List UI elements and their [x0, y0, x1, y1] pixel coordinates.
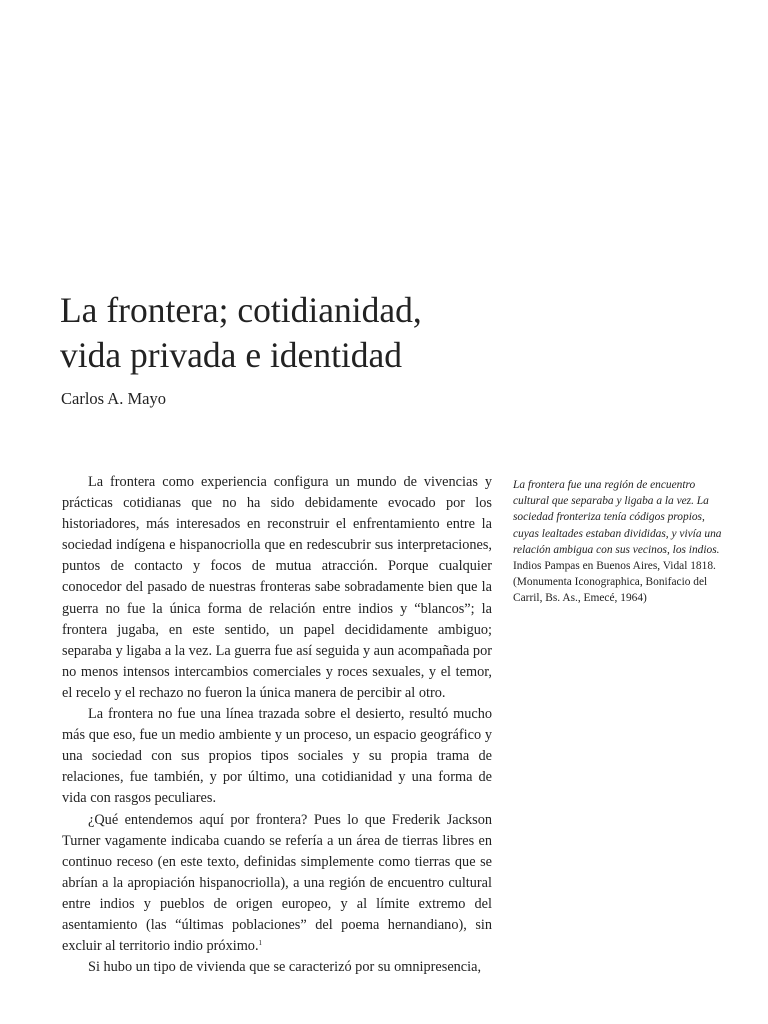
- footnote-marker[interactable]: 1: [258, 939, 263, 948]
- article-title: [60, 288, 520, 378]
- paragraph-1: La frontera como experiencia configura un mundo de vivencias y prácticas cotidianas que no ha sido debidamente evocado por los historiadores, más interesados en reconstruir el enfrentamiento entre la sociedad indígena e hispanocriolla que en redescubrir sus interpretaciones, puntos de contacto y focos de mutua atracción. Porque cualquier conocedor del pasado de nuestras fronteras sabe sobradamente bien que la guerra no fue la única forma de relación entre indios y “blancos”; la frontera jugaba, en este sentido, un papel decididamente ambiguo; separaba y ligaba a la vez. La guerra fue así seguida y aun acompañada por no menos intensos intercambios comerciales y roces sexuales, y el temor, el recelo y el rechazo no fueron la única manera de percibir al otro.: [62, 474, 492, 701]
- sidenote-caption: Indios Pampas en Buenos Aires, Vidal 1818. (Monumenta Iconographica, Bonifacio del Carril, Bs. As., Emecé, 1964): [513, 560, 716, 605]
- article-title-line-2: vida privada e identidad: [60, 335, 403, 375]
- paragraph-3: [62, 810, 492, 958]
- author-name: Carlos A. Mayo: [61, 389, 166, 408]
- paragraph-4: Si hubo un tipo de vivienda que se caracterizó por su omnipresencia,: [88, 959, 482, 976]
- sidenote-quote: La frontera fue una región de encuentro cultural que separaba y ligaba a la vez. La sociedad fronteriza tenía códigos propios, cuyas lealtades estaban divididas, y vivía una relación ambigua con sus vecinos, los indios.: [513, 479, 722, 556]
- article-body: [62, 472, 492, 978]
- paragraph-3-text: ¿Qué entendemos aquí por frontera? Pues lo que Frederik Jackson Turner vagamente indicaba cuando se refería a un área de tierras libres en continuo receso (en este texto, definidas simplemente como tierras que se abrían a la apropiación hispanocriolla), a una región de encuentro cultural entre indios y pueblos de origen europeo, y al límite extremo del asentamiento (las “últimas poblaciones” del poema hernandiano), sin excluir al territorio indio próximo.: [62, 811, 492, 955]
- paragraph-2: La frontera no fue una línea trazada sobre el desierto, resultó mucho más que eso, fue un medio ambiente y un proceso, un espacio geográfico y una sociedad con sus propios tipos sociales y su propia trama de relaciones, fue también, y por último, una cotidianidad y una forma de vida con rasgos peculiares.: [62, 706, 492, 807]
- article-title-line-1: La frontera; cotidianidad,: [60, 290, 422, 330]
- margin-sidenote: [513, 477, 723, 607]
